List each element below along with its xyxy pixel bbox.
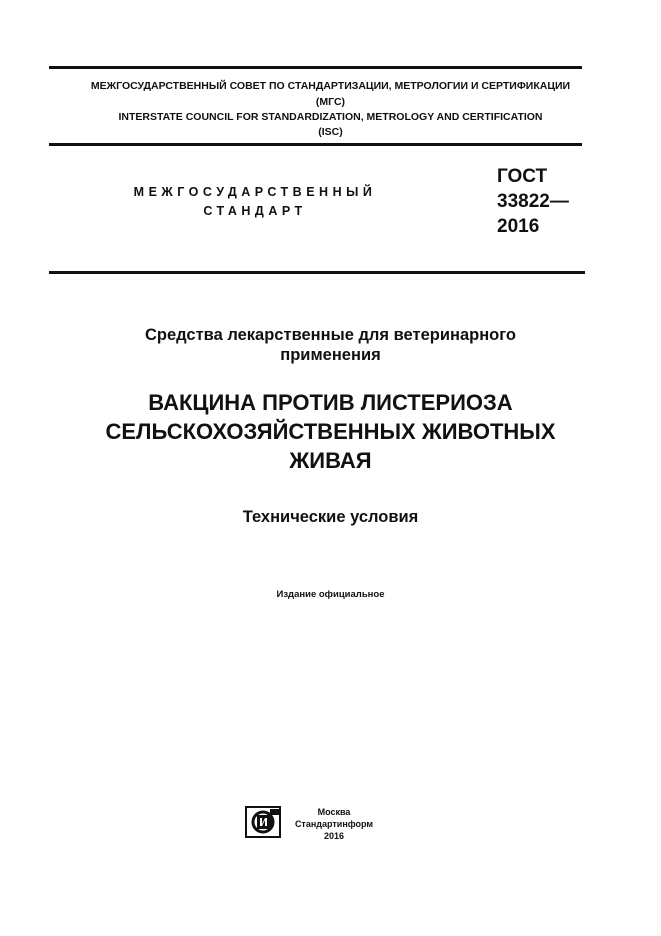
edition-note: Издание официальное	[276, 589, 385, 600]
standard-bottom-rule	[49, 271, 585, 274]
council-ru: МЕЖГОСУДАРСТВЕННЫЙ СОВЕТ ПО СТАНДАРТИЗАЦИИ, МЕТРОЛОГИИ И СЕРТИФИКАЦИИ	[90, 80, 571, 92]
gost-label: ГОСТ	[497, 166, 548, 187]
title-line2: СЕЛЬСКОХОЗЯЙСТВЕННЫХ ЖИВОТНЫХ	[105, 419, 556, 444]
title-line3: ЖИВАЯ	[289, 448, 372, 473]
subject-line1: Средства лекарственные для ветеринарного	[144, 326, 516, 344]
technical-conditions: Технические условия	[242, 508, 419, 526]
gost-designation	[497, 164, 569, 239]
imprint	[286, 806, 382, 842]
gost-year: 2016	[497, 216, 540, 237]
standard-kind-line1: МЕЖГОСУДАРСТВЕННЫЙ	[133, 185, 377, 199]
council-en: INTERSTATE COUNCIL FOR STANDARDIZATION, METROLOGY AND CERTIFICATION	[118, 111, 543, 123]
header-bottom-rule	[49, 143, 582, 146]
imprint-year: 2016	[323, 831, 345, 841]
gost-number: 33822—	[497, 191, 569, 212]
title-line1: ВАКЦИНА ПРОТИВ ЛИСТЕРИОЗА	[148, 390, 513, 415]
top-rule	[49, 66, 582, 69]
council-en-abbr: (ISC)	[318, 126, 343, 138]
standartinform-logo-icon	[245, 806, 281, 838]
subject-line2: применения	[280, 346, 381, 364]
imprint-city: Москва	[317, 807, 351, 817]
imprint-publisher: Стандартинформ	[294, 819, 374, 829]
council-ru-abbr: (МГС)	[315, 96, 346, 108]
standard-kind-line2: СТАНДАРТ	[203, 204, 307, 218]
